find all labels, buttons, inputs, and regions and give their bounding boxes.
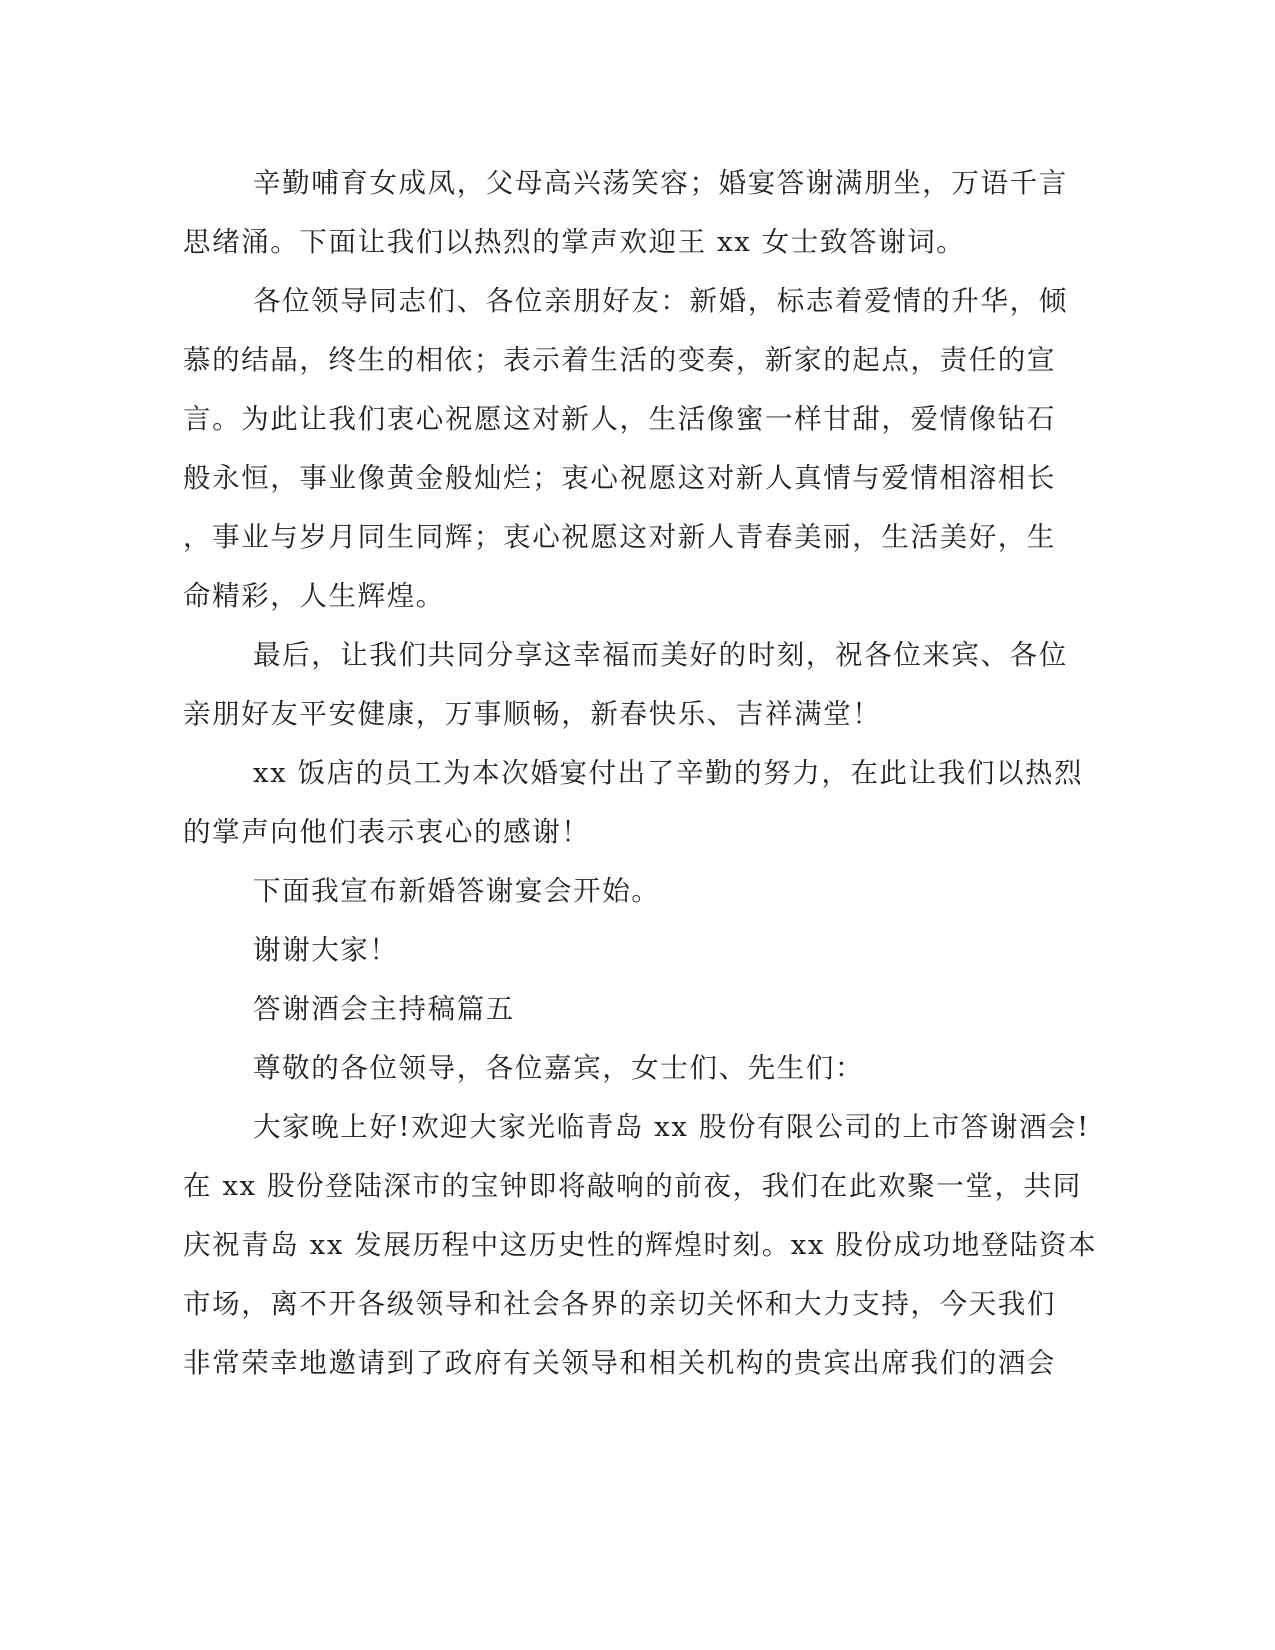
- text-line: 各位领导同志们、各位亲朋好友：新婚，标志着爱情的升华，倾: [253, 285, 1068, 317]
- text-line: 非常荣幸地邀请到了政府有关领导和相关机构的贵宾出席我们的酒会: [183, 1347, 1056, 1379]
- text-line: 市场，离不开各级领导和社会各界的亲切关怀和大力支持，今天我们: [183, 1288, 1056, 1320]
- text-line: 在 xx 股份登陆深市的宝钟即将敲响的前夜，我们在此欢聚一堂，共同: [183, 1170, 1082, 1202]
- text-line: 言。为此让我们衷心祝愿这对新人，生活像蜜一样甘甜，爱情像钻石: [183, 403, 1056, 435]
- text-line: 最后，让我们共同分享这幸福而美好的时刻，祝各位来宾、各位: [253, 639, 1068, 671]
- text-line: 慕的结晶，终生的相依；表示着生活的变奏，新家的起点，责任的宣: [183, 344, 1056, 376]
- paragraph-welcome: [183, 1098, 1098, 1393]
- paragraph-wedding-poem: [183, 154, 1068, 272]
- paragraph-thanks: [183, 921, 1033, 980]
- text-line: 大家晚上好!欢迎大家光临青岛 xx 股份有限公司的上市答谢酒会!: [253, 1111, 1090, 1143]
- section-heading: [183, 980, 1033, 1039]
- text-line: 辛勤哺育女成凤，父母高兴荡笑容；婚宴答谢满朋坐，万语千言: [253, 167, 1068, 199]
- document-body: [183, 154, 1098, 1393]
- text-line: 尊敬的各位领导，各位嘉宾，女士们、先生们：: [253, 1052, 865, 1084]
- text-line: 答谢酒会主持稿篇五: [253, 993, 515, 1025]
- text-line: 般永恒，事业像黄金般灿烂；衷心祝愿这对新人真情与爱情相溶相长: [183, 462, 1056, 494]
- text-line: ，事业与岁月同生同辉；衷心祝愿这对新人青春美丽，生活美好，生: [183, 521, 1056, 553]
- text-line: xx 饭店的员工为本次婚宴付出了辛勤的努力，在此让我们以热烈: [253, 757, 1084, 789]
- paragraph-banquet-start: [183, 862, 1033, 921]
- text-line: 下面我宣布新婚答谢宴会开始。: [253, 875, 661, 907]
- paragraph-closing-wishes: [183, 626, 1068, 744]
- text-line: 庆祝青岛 xx 发展历程中这历史性的辉煌时刻。xx 股份成功地登陆资本: [183, 1229, 1098, 1261]
- paragraph-blessing: [183, 272, 1068, 626]
- text-line: 思绪涌。下面让我们以热烈的掌声欢迎王 xx 女士致答谢词。: [183, 226, 966, 258]
- text-line: 命精彩，人生辉煌。: [183, 580, 445, 612]
- text-line: 亲朋好友平安健康，万事顺畅，新春快乐、吉祥满堂！: [183, 698, 882, 730]
- text-line: 谢谢大家！: [253, 934, 399, 966]
- paragraph-salutation: [183, 1039, 1033, 1098]
- text-line: 的掌声向他们表示衷心的感谢！: [183, 816, 591, 848]
- paragraph-staff-thanks: [183, 744, 1084, 862]
